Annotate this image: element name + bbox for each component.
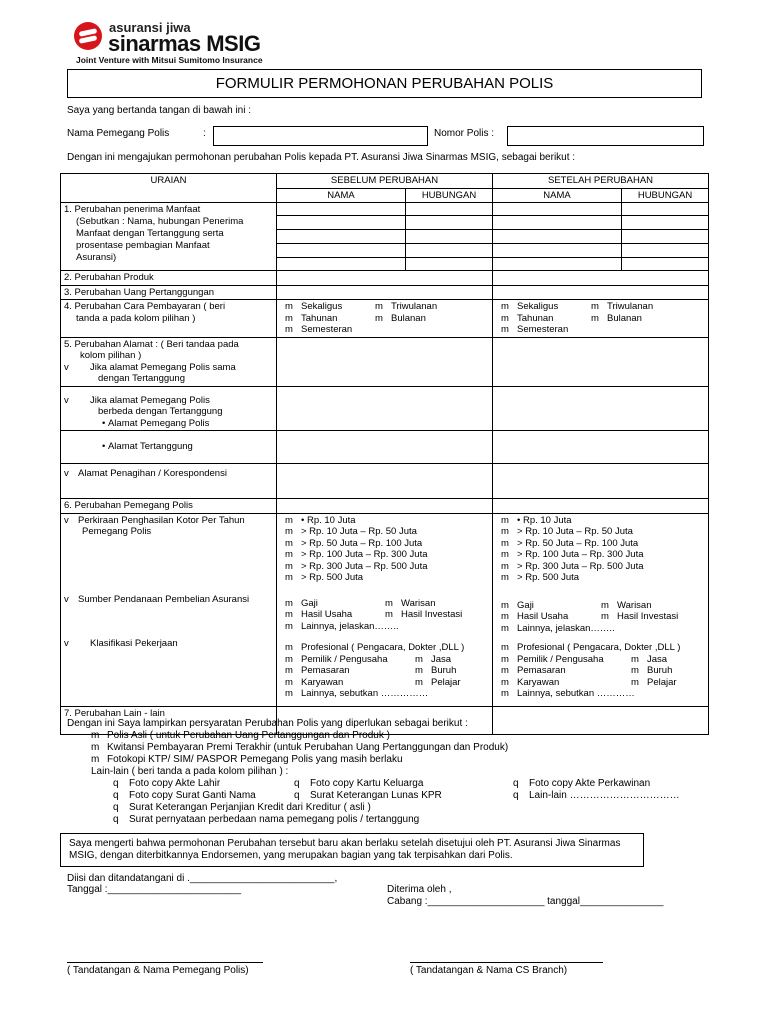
check-mark-icon: v — [64, 514, 69, 526]
pay-option: Semesteran — [301, 324, 353, 335]
address-same-label2: dengan Tertanggung — [98, 373, 185, 384]
job-option: Karyawan — [301, 676, 344, 688]
checkbox-icon[interactable]: m — [285, 514, 293, 526]
attach-name-difference: Surat pernyataan perbedaan nama pemegang polis / tertanggung — [129, 814, 420, 825]
checkbox-icon[interactable]: m — [375, 312, 383, 324]
checkbox-icon[interactable]: m — [631, 676, 639, 688]
checkbox-icon[interactable]: m — [501, 642, 509, 653]
attach-other: Lain-lain …………………………… — [529, 790, 680, 801]
check-mark-icon: v — [64, 361, 69, 373]
billing-address-label: Alamat Penagihan / Korespondensi — [78, 468, 227, 479]
signature-line-cs[interactable] — [410, 962, 603, 963]
checkbox-icon[interactable]: m — [591, 312, 599, 324]
checkbox-icon[interactable]: m — [385, 609, 393, 620]
notice-line2: MSIG, dengan diterbitkannya Endorsemen, yang merupakan bagian yang tak terpisahkan dari Polis. — [69, 850, 513, 861]
checkbox-icon[interactable]: m — [415, 653, 423, 665]
job-option: Pelajar — [647, 676, 677, 688]
checkbox-icon[interactable]: m — [501, 688, 509, 699]
pay-option: Triwulanan — [607, 301, 654, 312]
job-option: Pemilik / Pengusaha — [301, 653, 388, 665]
source-option: Gaji — [301, 597, 318, 609]
brand-line1: asuransi jiwa — [109, 20, 191, 35]
attach-birth-cert: Foto copy Akte Lahir — [129, 778, 221, 789]
pay-option: Tahunan — [301, 312, 338, 324]
source-option: Gaji — [517, 599, 534, 611]
beneficiary-cell[interactable] — [622, 230, 709, 244]
signed-place: Diisi dan ditandatangani di .__________________________, — [67, 873, 338, 884]
source-option: Warisan — [401, 597, 436, 609]
row-payment-method — [61, 300, 277, 338]
header-nama-before: NAMA — [277, 188, 406, 203]
holder-name-field[interactable] — [213, 126, 428, 146]
job-option: Buruh — [647, 665, 673, 676]
checkbox-icon[interactable]: m — [501, 312, 509, 324]
job-option: Profesional ( Pengacara, Dokter ,DLL ) — [517, 642, 681, 653]
source-option: Hasil Investasi — [401, 609, 463, 620]
checkbox-icon[interactable]: q — [113, 802, 119, 813]
checkbox-icon[interactable]: q — [294, 778, 300, 789]
checkbox-icon[interactable]: m — [285, 560, 293, 572]
checkbox-icon[interactable]: m — [501, 572, 509, 583]
checkbox-icon[interactable]: m — [501, 526, 509, 537]
income-option: > Rp. 300 Juta – Rp. 500 Juta — [517, 560, 644, 572]
holder-change-after[interactable] — [493, 499, 709, 514]
checkbox-icon[interactable]: q — [113, 778, 119, 789]
beneficiary-cell[interactable] — [406, 244, 493, 258]
income-label: Perkiraan Penghasilan Kotor Per Tahun — [78, 514, 245, 526]
checkbox-icon[interactable]: q — [113, 814, 119, 825]
header-hubungan-after: HUBUNGAN — [622, 188, 709, 203]
beneficiary-cell[interactable] — [406, 230, 493, 244]
checkbox-icon[interactable]: m — [631, 665, 639, 676]
row1-line1: 1. Perubahan penerima Manfaat — [64, 204, 201, 215]
insured-address-after[interactable] — [493, 431, 709, 464]
beneficiary-cell[interactable] — [622, 244, 709, 258]
checkbox-icon[interactable]: m — [285, 549, 293, 560]
pay-option: Bulanan — [607, 312, 642, 324]
policy-label: Nomor Polis : — [434, 128, 495, 139]
row-beneficiary-label — [61, 203, 277, 271]
pay-option: Sekaligus — [301, 301, 343, 312]
holder-change-before[interactable] — [277, 499, 493, 514]
header-uraian: URAIAN — [61, 174, 277, 203]
address-same-before[interactable] — [277, 337, 493, 386]
checkbox-icon[interactable]: m — [501, 676, 509, 688]
row1-line2: (Sebutkan : Nama, hubungan Penerima — [76, 216, 244, 227]
holder-address-after[interactable] — [493, 386, 709, 431]
policy-number-field[interactable] — [507, 126, 704, 146]
job-option: Karyawan — [517, 676, 560, 688]
checkbox-icon[interactable]: m — [285, 537, 293, 549]
checkbox-icon[interactable]: m — [501, 622, 509, 634]
job-option: Lainnya, sebutkan ………… — [517, 688, 635, 699]
job-option: Jasa — [647, 653, 668, 665]
source-option: Lainnya, jelaskan…….. — [517, 622, 615, 634]
attach-intro: Dengan ini Saya lampirkan persyaratan Perubahan Polis yang diperlukan sebagai berikut : — [67, 718, 468, 729]
beneficiary-cell[interactable] — [622, 258, 709, 271]
beneficiary-cell[interactable] — [622, 203, 709, 216]
form-title: FORMULIR PERMOHONAN PERUBAHAN POLIS — [67, 69, 702, 98]
funding-source-label: Sumber Pendanaan Pembelian Asuransi — [78, 593, 250, 605]
row-sum-assured: 3. Perubahan Uang Pertanggungan — [61, 285, 277, 300]
bullet-icon: • — [102, 417, 108, 429]
job-option: Pemasaran — [517, 665, 566, 676]
checkbox-icon[interactable]: q — [113, 790, 119, 801]
checkbox-icon[interactable]: m — [285, 572, 293, 583]
checkbox-icon[interactable]: m — [285, 665, 293, 676]
attach-marriage-cert: Foto copy Akte Perkawinan — [529, 778, 651, 789]
checkbox-icon[interactable]: m — [91, 754, 100, 765]
attach-receipt: Kwitansi Pembayaran Premi Terakhir (untuk Perubahan Uang Pertanggungan dan Produk) — [107, 742, 509, 753]
income-option: • Rp. 10 Juta — [301, 514, 356, 526]
holder-details-after — [493, 513, 709, 706]
checkbox-icon[interactable]: m — [501, 301, 509, 312]
checkbox-icon[interactable]: q — [513, 790, 519, 801]
income-option: > Rp. 100 Juta – Rp. 300 Juta — [301, 549, 428, 560]
beneficiary-cell[interactable] — [493, 258, 622, 271]
income-label2: Pemegang Polis — [82, 526, 152, 537]
income-option: > Rp. 10 Juta – Rp. 50 Juta — [301, 526, 417, 537]
checkbox-icon[interactable]: m — [385, 597, 393, 609]
signed-date: Tanggal :________________________ — [67, 884, 242, 895]
notice-box — [60, 833, 644, 867]
checkbox-icon[interactable]: m — [285, 301, 293, 312]
beneficiary-cell[interactable] — [493, 216, 622, 230]
income-option: > Rp. 100 Juta – Rp. 300 Juta — [517, 549, 644, 560]
sinarmas-logo-icon — [74, 22, 102, 50]
job-option: Pelajar — [431, 676, 461, 688]
sum-assured-before[interactable] — [277, 285, 493, 300]
holder-colon: : — [203, 128, 206, 139]
beneficiary-cell[interactable] — [277, 203, 406, 216]
branch-date: Cabang :_____________________ tanggal_______________ — [387, 896, 664, 907]
sum-assured-after[interactable] — [493, 285, 709, 300]
attach-other-label: Lain-lain ( beri tanda a pada kolom pilihan ) : — [91, 766, 289, 777]
job-option: Pemilik / Pengusaha — [517, 653, 604, 665]
income-option: • Rp. 10 Juta — [517, 514, 572, 526]
job-option: Lainnya, sebutkan …………… — [301, 688, 429, 699]
statement-text: Dengan ini mengajukan permohonan perubahan Polis kepada PT. Asuransi Jiwa Sinarmas MSIG, sebagai berikut : — [67, 152, 576, 163]
beneficiary-cell[interactable] — [493, 203, 622, 216]
beneficiary-cell[interactable] — [277, 216, 406, 230]
attach-policy: Polis Asli ( untuk Perubahan Uang Pertanggungan dan Produk ) — [107, 730, 390, 741]
beneficiary-cell[interactable] — [277, 230, 406, 244]
checkbox-icon[interactable]: q — [294, 790, 300, 801]
checkbox-icon[interactable]: m — [501, 560, 509, 572]
checkbox-icon[interactable]: m — [91, 730, 100, 741]
beneficiary-cell[interactable] — [493, 244, 622, 258]
signature-cs-label: ( Tandatangan & Nama CS Branch) — [410, 965, 568, 976]
income-option: > Rp. 500 Juta — [517, 572, 580, 583]
check-mark-icon: v — [64, 468, 69, 479]
row-holder-details — [61, 513, 277, 706]
income-option: > Rp. 50 Juta – Rp. 100 Juta — [517, 537, 639, 549]
beneficiary-cell[interactable] — [622, 216, 709, 230]
checkbox-icon[interactable]: m — [285, 620, 293, 632]
row1-line3: Manfaat dengan Tertanggung serta — [76, 228, 224, 239]
checkbox-icon[interactable]: m — [501, 549, 509, 560]
attach-family-card: Foto copy Kartu Keluarga — [310, 778, 424, 789]
job-option: Pemasaran — [301, 665, 350, 676]
pay-option: Bulanan — [391, 312, 426, 324]
checkbox-icon[interactable]: m — [631, 653, 639, 665]
header-after: SETELAH PERUBAHAN — [493, 174, 709, 189]
source-option: Hasil Investasi — [617, 611, 679, 622]
source-option: Warisan — [617, 599, 652, 611]
pay-option: Sekaligus — [517, 301, 559, 312]
attach-name-change: Foto copy Surat Ganti Nama — [129, 790, 256, 801]
checkbox-icon[interactable]: m — [285, 312, 293, 324]
checkbox-icon[interactable]: m — [375, 301, 383, 312]
billing-address-after[interactable] — [493, 464, 709, 499]
checkbox-icon[interactable]: m — [501, 514, 509, 526]
checkbox-icon[interactable]: m — [501, 599, 509, 611]
checkbox-icon[interactable]: m — [285, 642, 293, 653]
row4-line1: 4. Perubahan Cara Pembayaran ( beri — [64, 301, 226, 312]
signature-line-holder[interactable] — [67, 962, 263, 963]
checkbox-icon[interactable]: m — [601, 599, 609, 611]
checkbox-icon[interactable]: m — [285, 324, 293, 335]
attach-credit-agreement: Surat Keterangan Perjanjian Kredit dari Kreditur ( asli ) — [129, 802, 371, 813]
checkbox-icon[interactable]: m — [91, 742, 100, 753]
address-same-after[interactable] — [493, 337, 709, 386]
income-option: > Rp. 500 Juta — [301, 572, 364, 583]
change-table — [60, 173, 709, 735]
row-address — [61, 337, 277, 386]
holder-address-label: Alamat Pemegang Polis — [107, 417, 210, 429]
attach-kpr: Surat Keterangan Lunas KPR — [310, 790, 442, 801]
source-option: Hasil Usaha — [301, 609, 353, 620]
beneficiary-cell[interactable] — [277, 258, 406, 271]
holder-details-before — [277, 513, 493, 706]
attach-id: Fotokopi KTP/ SIM/ PASPOR Pemegang Polis yang masih berlaku — [107, 754, 403, 765]
checkbox-icon[interactable]: m — [285, 653, 293, 665]
row-product: 2. Perubahan Produk — [61, 271, 277, 286]
insured-address-label: Alamat Tertanggung — [107, 441, 193, 452]
holder-label: Nama Pemegang Polis — [67, 128, 170, 139]
checkbox-icon[interactable]: m — [591, 301, 599, 312]
product-after[interactable] — [493, 271, 709, 286]
intro-text: Saya yang bertanda tangan di bawah ini : — [67, 105, 252, 116]
signature-holder-label: ( Tandatangan & Nama Pemegang Polis) — [67, 965, 249, 976]
pay-option: Semesteran — [517, 324, 569, 335]
pay-option: Tahunan — [517, 312, 554, 324]
checkbox-icon[interactable]: q — [513, 778, 519, 789]
source-option: Hasil Usaha — [517, 611, 569, 622]
checkbox-icon[interactable]: m — [501, 324, 509, 335]
occupation-label: Klasifikasi Pekerjaan — [90, 638, 178, 649]
header-nama-after: NAMA — [493, 188, 622, 203]
row-insured-address — [61, 431, 277, 464]
billing-address-before[interactable] — [277, 464, 493, 499]
checkbox-icon[interactable]: m — [501, 653, 509, 665]
row1-line4: prosentase pembagian Manfaat — [76, 240, 210, 251]
header-before: SEBELUM PERUBAHAN — [277, 174, 493, 189]
income-option: > Rp. 300 Juta – Rp. 500 Juta — [301, 560, 428, 572]
job-option: Jasa — [431, 653, 452, 665]
beneficiary-cell[interactable] — [406, 258, 493, 271]
pay-option: Triwulanan — [391, 301, 438, 312]
row-holder-change: 6. Perubahan Pemegang Polis — [61, 499, 277, 514]
checkbox-icon[interactable]: m — [285, 597, 293, 609]
checkbox-icon[interactable]: m — [601, 611, 609, 622]
row1-line5: Asuransi) — [76, 252, 117, 263]
header-hubungan-before: HUBUNGAN — [406, 188, 493, 203]
income-option: > Rp. 10 Juta – Rp. 50 Juta — [517, 526, 633, 537]
row5-line2: kolom pilihan ) — [80, 350, 142, 361]
received-by: Diterima oleh , — [387, 884, 452, 895]
beneficiary-cell[interactable] — [406, 216, 493, 230]
payment-before — [277, 300, 493, 338]
check-mark-icon: v — [64, 638, 69, 649]
payment-after — [493, 300, 709, 338]
row4-line2: tanda a pada kolom pilihan ) — [76, 312, 196, 324]
row-other-changes: 7. Perubahan Lain - lain — [61, 706, 277, 734]
checkbox-icon[interactable]: m — [501, 611, 509, 622]
checkbox-icon[interactable]: m — [285, 688, 293, 699]
notice-line1: Saya mengerti bahwa permohonan Perubahan tersebut baru akan berlaku setelah disetujui oleh PT. Asuransi Jiwa Sinarmas — [69, 838, 621, 849]
address-same-label: Jika alamat Pemegang Polis sama — [90, 361, 236, 373]
job-option: Buruh — [431, 665, 457, 676]
other-changes-after[interactable] — [493, 706, 709, 734]
checkbox-icon[interactable]: m — [501, 537, 509, 549]
row5-line1: 5. Perubahan Alamat : ( Beri tandaa pada — [64, 338, 239, 350]
beneficiary-cell[interactable] — [493, 230, 622, 244]
checkbox-icon[interactable]: m — [501, 665, 509, 676]
row-address-different — [61, 386, 277, 431]
income-option: > Rp. 50 Juta – Rp. 100 Juta — [301, 537, 423, 549]
brand-tagline: Joint Venture with Mitsui Sumitomo Insurance — [76, 55, 263, 65]
bullet-icon: • — [102, 441, 108, 452]
beneficiary-cell[interactable] — [277, 244, 406, 258]
address-diff-label2: berbeda dengan Tertanggung — [98, 406, 223, 417]
checkbox-icon[interactable]: m — [285, 609, 293, 620]
beneficiary-cell[interactable] — [406, 203, 493, 216]
check-mark-icon: v — [64, 593, 69, 605]
check-mark-icon: v — [64, 394, 69, 406]
product-before[interactable] — [277, 271, 493, 286]
job-option: Profesional ( Pengacara, Dokter ,DLL ) — [301, 642, 465, 653]
holder-address-before[interactable] — [277, 386, 493, 431]
insured-address-before[interactable] — [277, 431, 493, 464]
checkbox-icon[interactable]: m — [285, 526, 293, 537]
brand-name: sinarmas MSIG — [108, 31, 261, 56]
checkbox-icon[interactable]: m — [415, 665, 423, 676]
checkbox-icon[interactable]: m — [415, 676, 423, 688]
row-billing-address — [61, 464, 277, 499]
checkbox-icon[interactable]: m — [285, 676, 293, 688]
address-diff-label: Jika alamat Pemegang Polis — [90, 394, 210, 406]
source-option: Lainnya, jelaskan…….. — [301, 620, 399, 632]
